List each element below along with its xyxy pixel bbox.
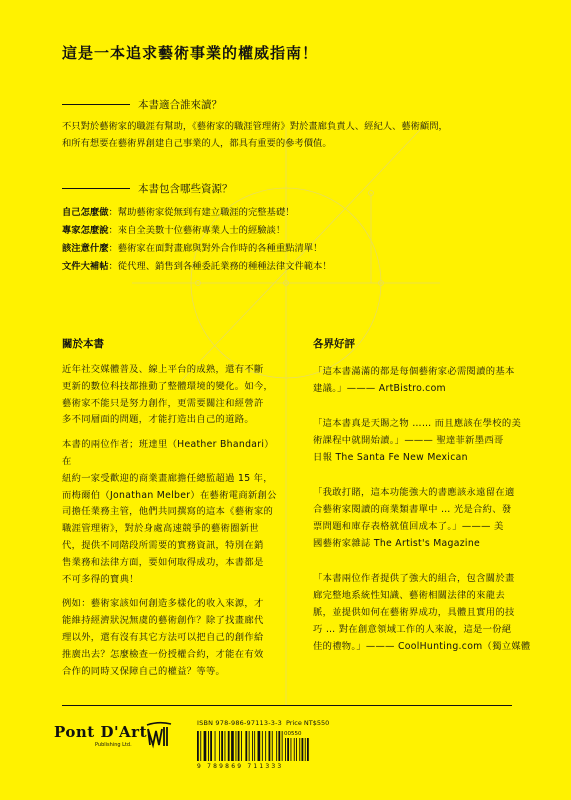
reviews-title: 各界好評: [313, 338, 355, 350]
review-item: 「本書兩位作者提供了強大的組合，包含關於畫 廊完整地系統性知識、藝術相關法律的來龍去 脈，並提供如何在藝術界成功，具體且實用的技 巧 … 對在創意領域工作的人來說，這是一份絕 佳的禮物。」——— CoolHunting.com（獨立媒體: [313, 573, 531, 652]
resource-item: 專家怎麼說：來自全美數十位藝術專業人士的經驗談！: [62, 225, 286, 236]
publisher-mark-icon: [145, 719, 173, 749]
review-item: 「這本書滿滿的都是每個藝術家必需閱讀的基本 建議。」——— ArtBistro.com: [313, 366, 515, 394]
review-item: 「我敢打賭，這本功能強大的書應該永遠留在適 合藝術家閱讀的商業類書單中 … 光是合約、發 票問題和庫存表格就值回成本了。」——— 美 國藝術家雜誌 The Artist's Magazine: [313, 487, 515, 549]
audience-line: 不只對於藝術家的職涯有幫助，《藝術家的職涯管理術》對於畫廊負責人、經紀人、藝術顧問，: [62, 121, 448, 132]
publisher-logo: Pont D'Art: [54, 723, 148, 741]
footer-divider: [62, 705, 512, 706]
about-body: [62, 362, 282, 688]
isbn-text: ISBN 978-986-97113-3-3: [197, 719, 282, 727]
publisher-subtitle: Publishing Ltd.: [95, 742, 132, 748]
headline: 這是一本追求藝術事業的權威指南！: [62, 44, 319, 62]
resource-item: 文件大補帖：從代理、銷售到各種委託業務的種種法律文件範本！: [62, 261, 332, 272]
heading-rule: [62, 188, 130, 189]
audience-text: [62, 118, 448, 152]
audience-heading: [62, 97, 222, 112]
about-title: 關於本書: [62, 338, 104, 350]
review-item: 「這本書真是天賜之物 …… 而且應該在學校的美 術課程中就開始讀。」——— 聖達菲新墨西哥 日報 The Santa Fe New Mexican: [313, 418, 522, 463]
resources-list: [62, 204, 332, 276]
about-paragraph: 近年社交媒體普及、線上平台的成熟，還有不斷 更新的數位科技都推動了整體環境的變化。如今， 藝術家不能只是努力創作，更需要關注和經營許 多不同層面的問題，才能打造出自己的道路。: [62, 364, 274, 426]
resource-item: 自己怎麼做：幫助藝術家從無到有建立職涯的完整基礎！: [62, 207, 295, 218]
barcode-digits: 9 789869 711333: [197, 763, 284, 770]
about-paragraph: 本書的兩位作者；班達里（Heather Bhandari）在 紐約一家受歡迎的商業畫廊擔任總監超過 15 年， 而梅爾伯（Jonathan Melber）在藝術電商新創公 司擔任業務主管，他們共同撰寫的這本《藝術家的 職涯管理術》，對於身處高速競爭的藝術圈新世 代，提供不同階段所需要的實務資訊，特別在銷 售業務和法律方面，要如何取得成功，本書都是 不可多得的寶典！: [62, 439, 277, 585]
resource-item: 該注意什麼：藝術家在面對畫廊與對外合作時的各種重點清單！: [62, 243, 323, 254]
barcode-addon-digits: 00550: [284, 731, 302, 737]
heading-rule: [62, 104, 130, 105]
reviews-body: [313, 363, 535, 673]
resources-heading-text: 本書包含哪些資源？: [138, 183, 233, 195]
price-text: Price NT$550: [286, 719, 330, 727]
about-paragraph: 例如：藝術家該如何創造多樣化的收入來源，才 能維持經濟狀況無虞的藝術創作？除了找畫廊代 理以外，還有沒有其它方法可以把自己的創作給 推廣出去？怎麼檢查一份授權合約，才能在有效 合作的同時又保障自己的權益？等等。: [62, 598, 264, 677]
resources-heading: [62, 181, 233, 196]
barcode-icon: [197, 731, 315, 763]
audience-line: 和所有想要在藝術界創建自己事業的人，都具有重要的參考價值。: [62, 138, 332, 149]
audience-heading-text: 本書適合誰來讀？: [138, 99, 222, 111]
